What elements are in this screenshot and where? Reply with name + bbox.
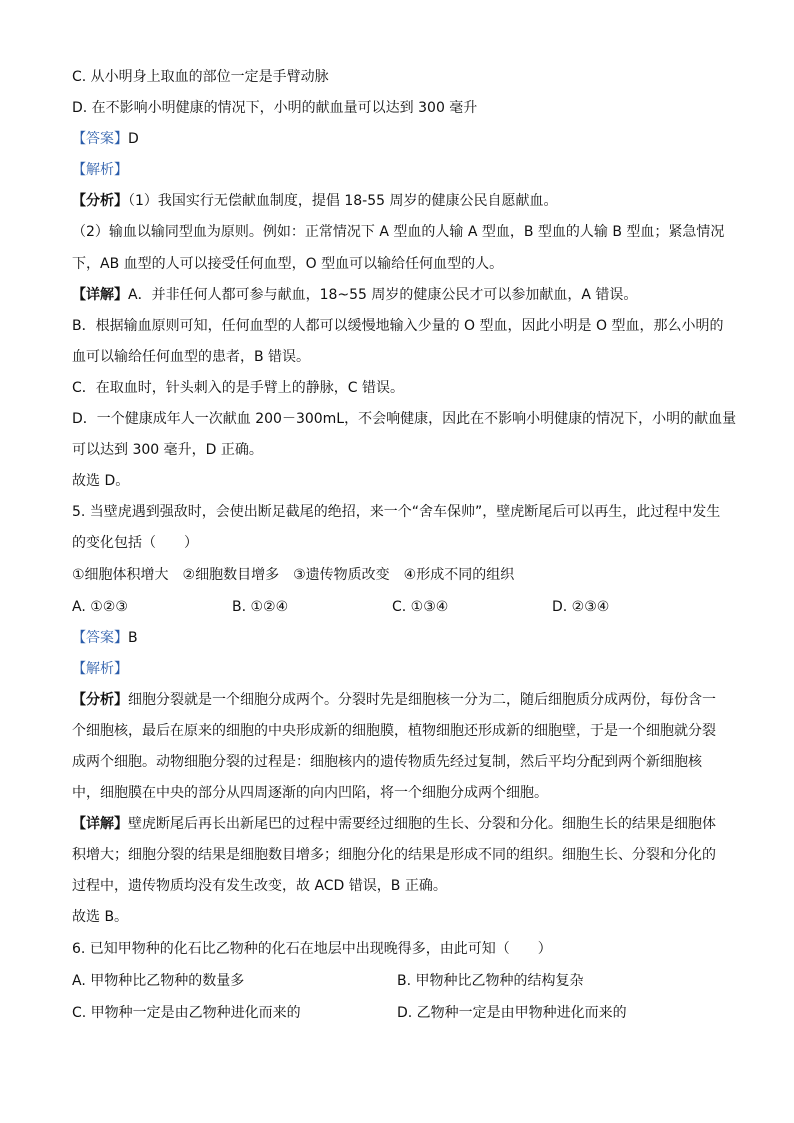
detail-text: A．并非任何人都可参与献血，18~55 周岁的健康公民才可以参加献血，A 错误。 [128,286,638,303]
q5-stem: 5. 当壁虎遇到强敌时，会使出断足截尾的绝招，来一个“舍车保帅”，壁虎断尾后可以再生，此过程中发生 [72,504,721,521]
q5-detail-line: 过程中，遗传物质均没有发生改变，故 ACD 错误，B 正确。 [72,878,447,895]
q4-answer [72,128,732,159]
answer-label: 【答案】 [72,629,128,646]
detail-text: 壁虎断尾后再长出新尾巴的过程中需要经过细胞的生长、分裂和分化。细胞生长的结果是细胞体 [128,816,716,833]
q5-items: ①细胞体积增大 ②细胞数目增多 ③遗传物质改变 ④形成不同的组织 [72,566,515,583]
q5-analysis-line: 个细胞核，最后在原来的细胞的中央形成新的细胞膜，植物细胞还形成新的细胞壁，于是一个细胞就分裂 [72,722,716,739]
q4-option-d: D. 在不影响小明健康的情况下，小明的献血量可以达到 300 毫升 [72,100,478,117]
q4-detail-line: C．在取血时，针头刺入的是手臂上的静脉，C 错误。 [72,379,404,396]
answer-value: D [128,131,139,148]
analysis-text: （1）我国实行无偿献血制度，提倡 18-55 周岁的健康公民自愿献血。 [128,193,558,210]
q5-analysis-line: 中，细胞膜在中央的部分从四周逐渐的向内凹陷，将一个细胞分成两个细胞。 [72,785,548,802]
q4-analysis-line: 下，AB 血型的人可以接受任何血型，O 型血可以输给任何血型的人。 [72,255,504,272]
q4-detail-line: D．一个健康成年人一次献血 200－300mL，不会响健康，因此在不影响小明健康的情况下，小明的献血量 [72,411,737,428]
analysis-label: 【分析】 [72,691,128,708]
q4-detail-line: 可以达到 300 毫升，D 正确。 [72,442,263,459]
q5-option-d: D. ②③④ [552,598,610,615]
q5-analysis-line: 成两个细胞。动物细胞分裂的过程是：细胞核内的遗传物质先经过复制，然后平均分配到两个新细胞核 [72,753,702,770]
q4-analysis-line: （2）输血以输同型血为原则。例如：正常情况下 A 型血的人输 A 型血，B 型血的人输 B 型血；紧急情况 [72,224,725,241]
q5-answer [72,627,732,658]
answer-label: 【答案】 [72,131,128,148]
q6-options-row [72,970,732,1002]
q4-detail-line [72,284,732,315]
q6-option-a: A. 甲物种比乙物种的数量多 [72,972,245,989]
q5-conclusion: 故选 B。 [72,909,129,926]
detail-label: 【详解】 [72,816,128,833]
q5-stem: 的变化包括（ ） [72,535,198,552]
q4-conclusion: 故选 D。 [72,473,130,490]
document-page [72,66,737,1033]
q5-detail-line: 积增大；细胞分裂的结果是细胞数目增多；细胞分化的结果是形成不同的组织。细胞生长、分裂和分化的 [72,847,716,864]
q6-option-d: D. 乙物种一定是由甲物种进化而来的 [397,1004,627,1021]
q5-option-c: C. ①③④ [392,598,449,615]
analysis-label: 【分析】 [72,193,128,210]
q5-jiexi-label: 【解析】 [72,660,128,677]
q5-analysis-line [72,689,732,720]
q4-detail-line: B．根据输血原则可知，任何血型的人都可以缓慢地输入少量的 O 型血，因此小明是 O 型血，那么小明的 [72,317,724,334]
q5-detail-line [72,813,732,844]
q6-option-b: B. 甲物种比乙物种的结构复杂 [397,972,584,989]
q4-option-c: C. 从小明身上取血的部位一定是手臂动脉 [72,69,329,85]
q4-detail-line: 血可以输给任何血型的患者，B 错误。 [72,348,311,365]
q5-option-b: B. ①②④ [232,598,289,615]
q4-analysis-line [72,190,732,221]
q4-jiexi-label: 【解析】 [72,162,128,179]
answer-value: B [128,629,138,646]
detail-label: 【详解】 [72,286,128,303]
q6-options-row [72,1002,732,1033]
q6-stem: 6. 已知甲物种的化石比乙物种的化石在地层中出现晚得多，由此可知（ ） [72,940,552,957]
q6-option-c: C. 甲物种一定是由乙物种进化而来的 [72,1004,301,1021]
q5-options [72,596,732,627]
analysis-text: 细胞分裂就是一个细胞分成两个。分裂时先是细胞核一分为二，随后细胞质分成两份，每份含一 [128,691,716,708]
q5-option-a: A. ①②③ [72,598,128,615]
